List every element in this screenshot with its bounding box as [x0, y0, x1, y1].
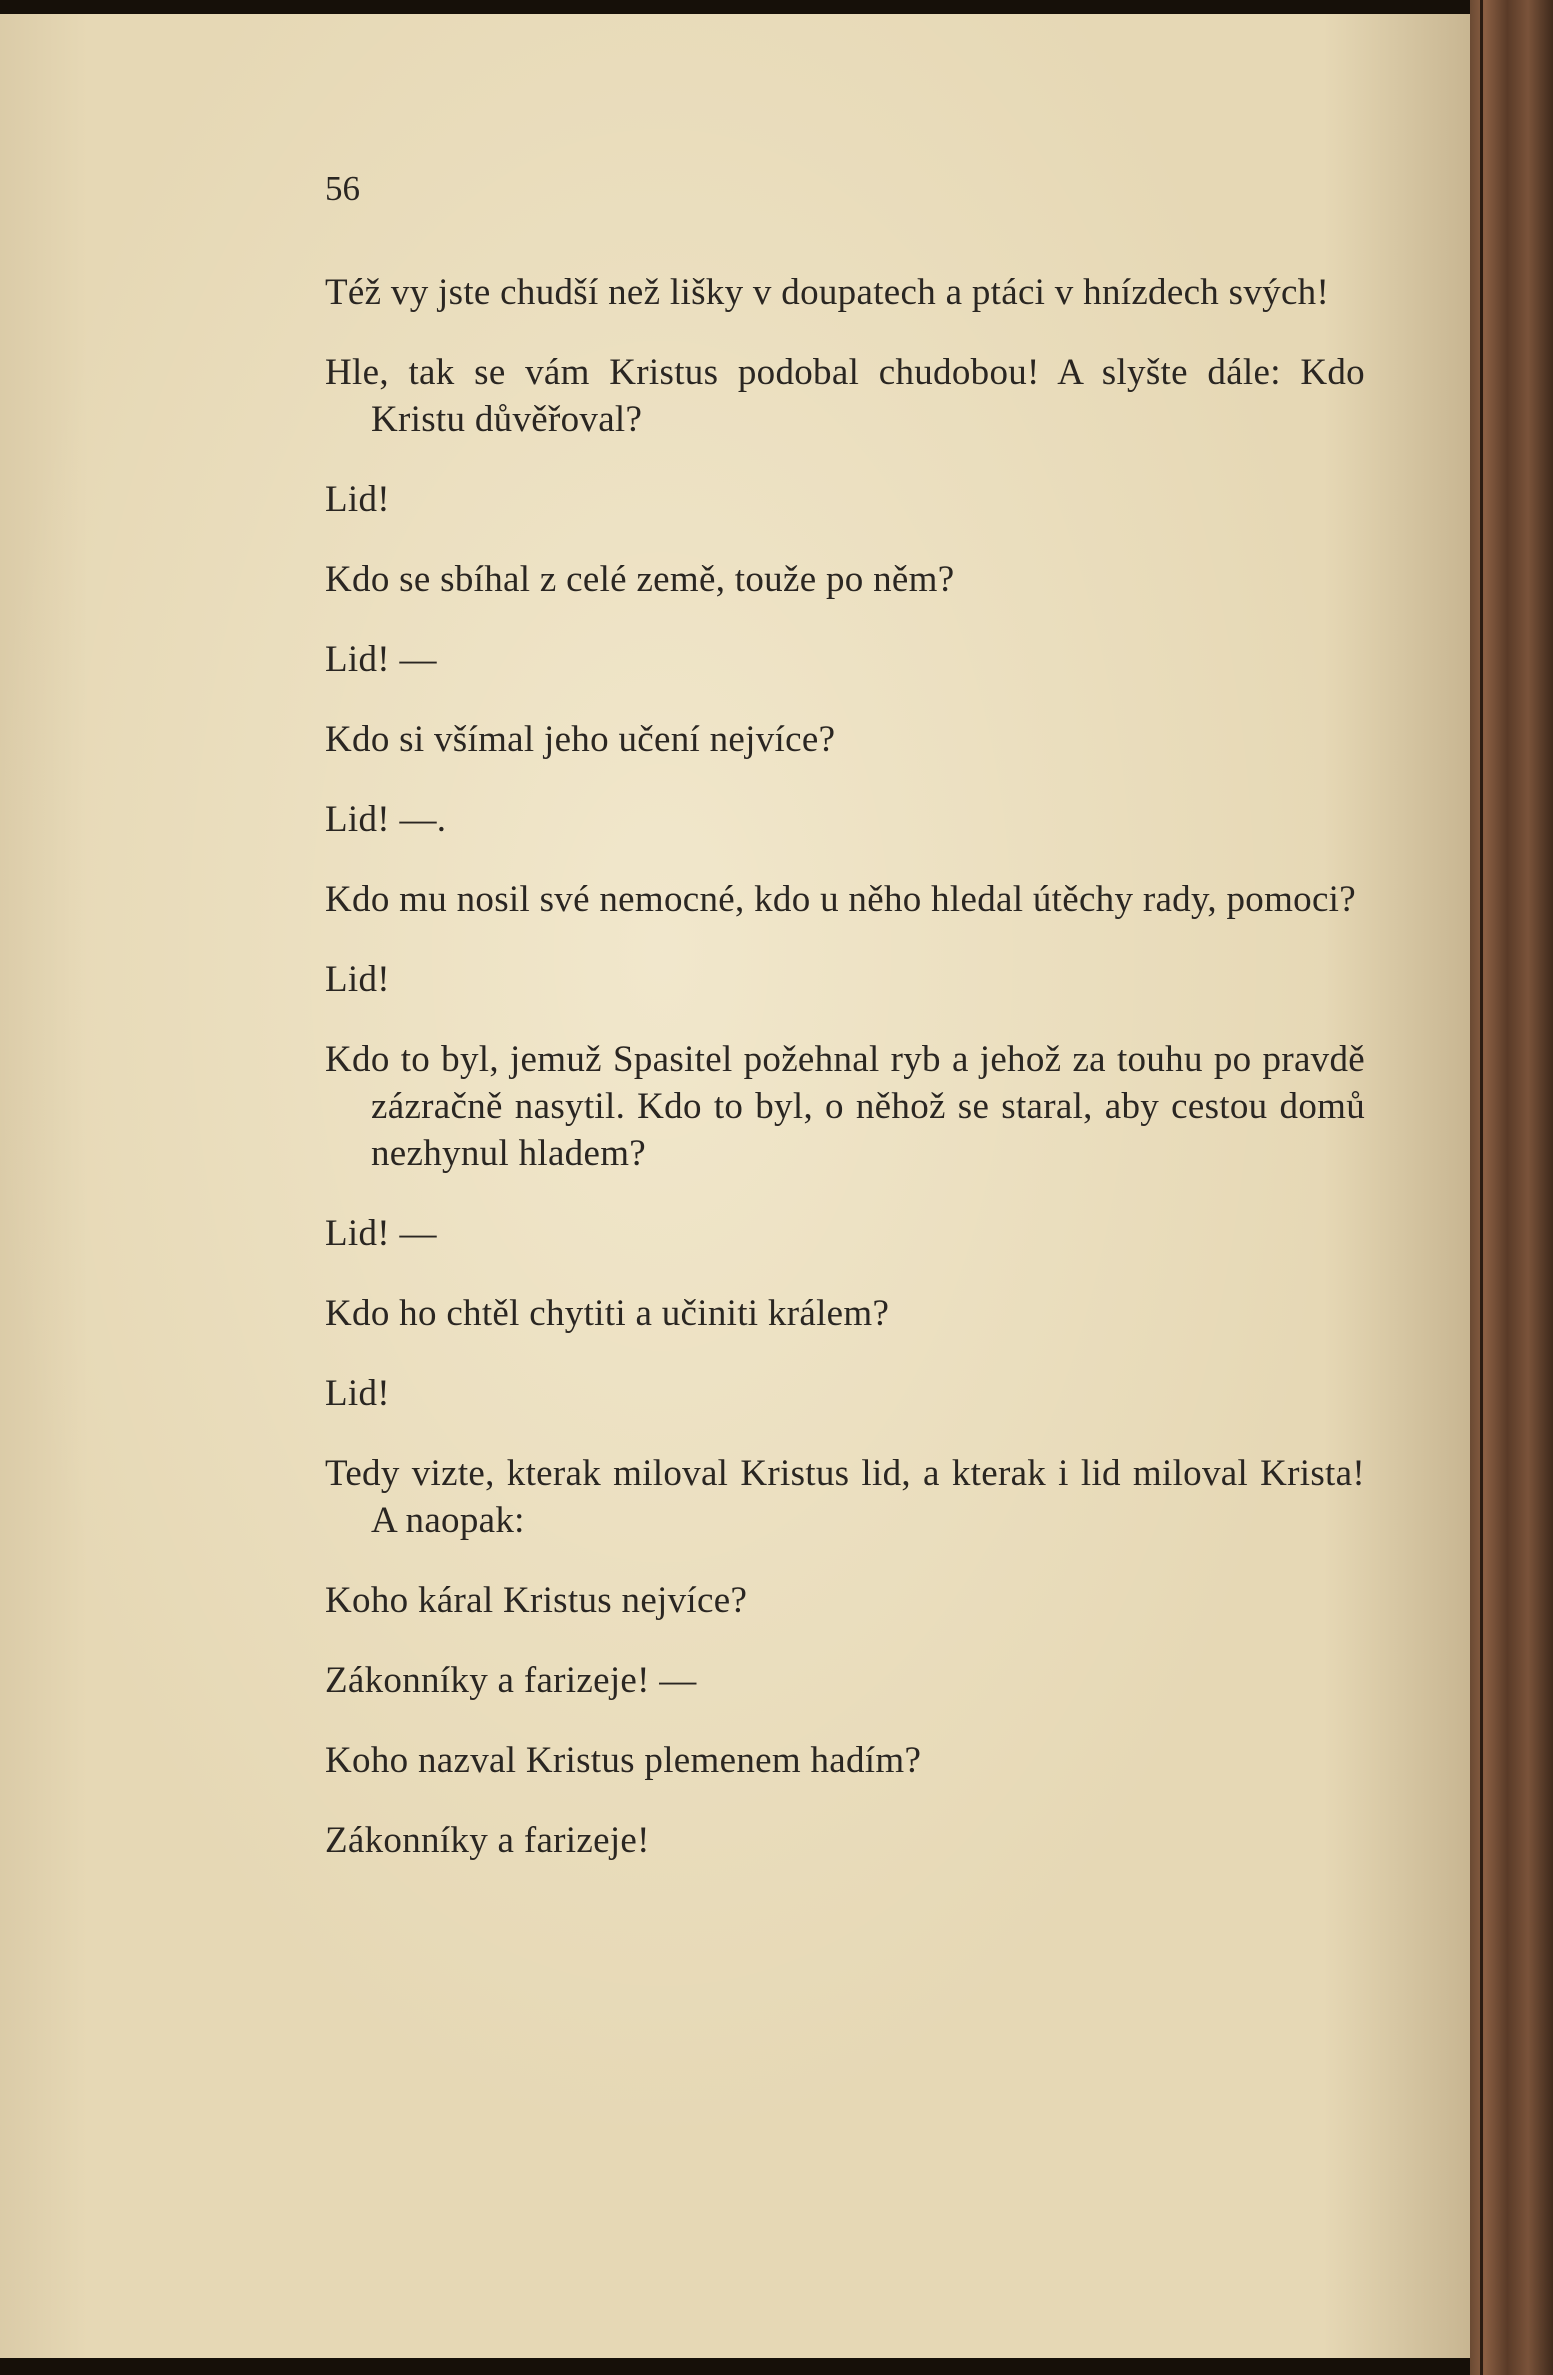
paragraph: Lid!: [325, 479, 390, 520]
paragraph: Tedy vizte, kterak miloval Kristus lid, a kterak i lid miloval Krista! A naopak:: [325, 1453, 1365, 1541]
paragraph: Kdo si všímal jeho učení nejvíce?: [325, 719, 836, 760]
paragraph: Kdo to byl, jemuž Spasitel požehnal ryb a jehož za touhu po pravdě zázračně nasytil. Kdo to byl, o něhož se staral, aby cestou domů nezhynul hladem?: [325, 1039, 1365, 1174]
paragraph: Též vy jste chudší než lišky v doupatech a ptáci v hnízdech svých!: [325, 272, 1330, 313]
paragraph: Zákonníky a farizeje! —: [325, 1660, 697, 1701]
paragraph: Kdo se sbíhal z celé země, touže po něm?: [325, 559, 955, 600]
paragraph: Lid! —: [325, 1213, 437, 1254]
body-text: [325, 164, 1365, 1864]
paragraph: Zákonníky a farizeje!: [325, 1820, 650, 1861]
paragraph: Hle, tak se vám Kristus podobal chudobou! A slyšte dále: Kdo Kristu důvěřoval?: [325, 352, 1365, 440]
book-page: [0, 14, 1470, 2358]
page-number: 56: [325, 169, 360, 208]
paragraph: Lid!: [325, 959, 390, 1000]
page-gutter: [1480, 0, 1483, 2375]
paragraph: Koho nazval Kristus plemenem hadím?: [325, 1740, 922, 1781]
paragraph: Kdo mu nosil své nemocné, kdo u něho hledal útěchy rady, pomoci?: [325, 879, 1356, 920]
paragraph: Koho káral Kristus nejvíce?: [325, 1580, 748, 1621]
paragraph: Kdo ho chtěl chytiti a učiniti králem?: [325, 1293, 890, 1334]
paragraph: Lid! —.: [325, 799, 447, 840]
paragraph: Lid! —: [325, 639, 437, 680]
paragraph: Lid!: [325, 1373, 390, 1414]
